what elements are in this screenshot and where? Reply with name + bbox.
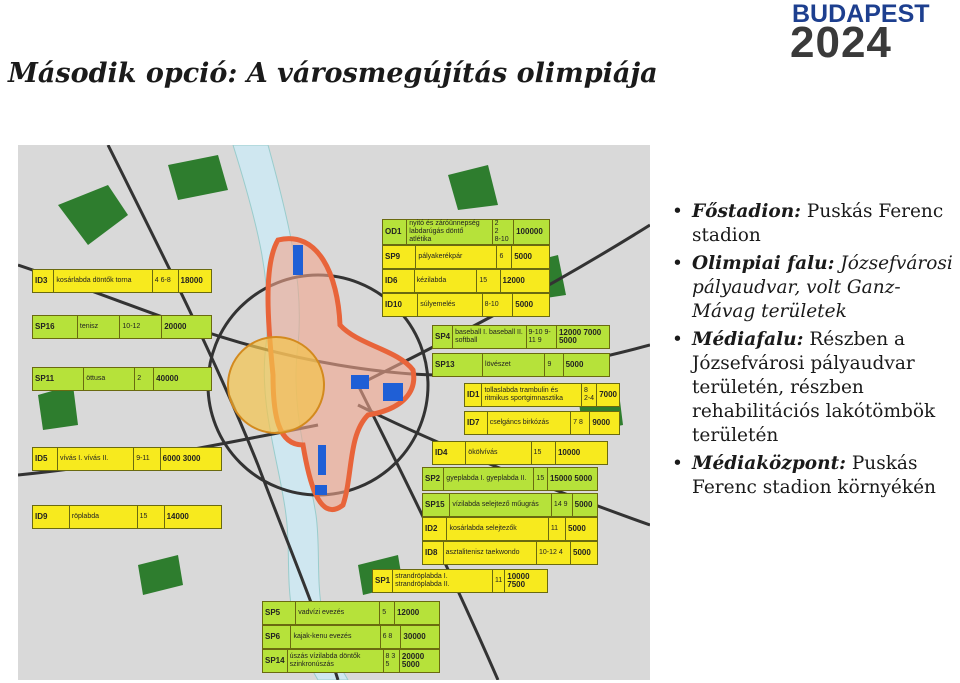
capacity: 12000 7000 5000 — [556, 326, 609, 349]
event-name: cselgáncs birkózás — [487, 412, 570, 435]
bullet-dot-icon: • — [672, 329, 683, 350]
capacity: 18000 — [178, 270, 211, 293]
event-name: nyitó és záróünnepség — [409, 220, 480, 227]
venue-table-id2 — [422, 517, 598, 541]
capacity: 100000 — [514, 220, 550, 245]
venue-table-id8 — [422, 541, 598, 565]
capacity: 40000 — [154, 368, 212, 391]
event-days: 5 — [380, 602, 395, 625]
bullet-text: Puskás Ferenc stadion — [692, 201, 944, 246]
event-days: 15 — [477, 270, 500, 293]
olympic-venue-map — [18, 145, 650, 680]
bullet-dot-icon: • — [672, 253, 683, 274]
capacity: 20000 — [162, 316, 212, 339]
event-days: 14 9 — [551, 494, 572, 517]
venue-table-id9 — [32, 505, 222, 529]
venue-table-sp4 — [432, 325, 610, 349]
capacity: 6000 3000 — [160, 448, 221, 471]
bullet-text: Puskás Ferenc stadion környékén — [692, 453, 936, 498]
venue-code: SP11 — [33, 368, 84, 391]
event-days: 7 8 — [571, 412, 590, 435]
event-days: 11 — [492, 570, 504, 593]
venue-code: ID9 — [33, 506, 70, 529]
event-days: 8-10 — [482, 294, 513, 317]
bullet-dot-icon: • — [672, 201, 683, 222]
event-name: baseball I. baseball II. softball — [453, 326, 526, 349]
event-name: asztalitenisz taekwondo — [443, 542, 536, 565]
venue-table-id4 — [432, 441, 608, 465]
bullet-label: Olimpiai falu: — [692, 253, 835, 274]
venue-table-sp1 — [372, 569, 548, 593]
event-days: 15 — [531, 442, 555, 465]
venue-code: SP14 — [263, 650, 288, 673]
bullet-label: Főstadion: — [692, 201, 802, 222]
venue-table-sp2 — [422, 467, 598, 491]
bullet-item-mediakozpont — [668, 452, 958, 500]
venue-table-sp13 — [432, 353, 610, 377]
venue-table-id5 — [32, 447, 222, 471]
venue-table-id7 — [464, 411, 620, 435]
capacity: 5000 — [566, 518, 598, 541]
venue-table-sp14 — [262, 649, 440, 673]
event-days: 8 2-4 — [581, 384, 596, 407]
venue-code: ID7 — [465, 412, 488, 435]
capacity: 7000 — [597, 384, 620, 407]
event-name: úszás vízilabda döntők szinkronúszás — [287, 650, 383, 673]
event-name: kézilabda — [414, 270, 477, 293]
event-name: ökölvívás — [466, 442, 531, 465]
venue-table-sp6 — [262, 625, 440, 649]
capacity: 5000 — [572, 494, 597, 517]
capacity: 12000 — [500, 270, 549, 293]
city-center-circle — [228, 337, 324, 433]
venue-code: SP1 — [373, 570, 393, 593]
event-name: labdarúgás döntő — [409, 228, 464, 235]
venue-table-id6 — [382, 269, 550, 293]
event-days: 8-10 — [494, 236, 509, 243]
venue-code: ID2 — [423, 518, 447, 541]
bullet-label: Médiaközpont: — [692, 453, 846, 474]
venue-table-id3 — [32, 269, 212, 293]
venue-code: SP4 — [433, 326, 453, 349]
capacity: 30000 — [401, 626, 440, 649]
logo-word-budapest: BUDAPEST — [792, 0, 930, 28]
event-name: kajak-kenu evezés — [291, 626, 380, 649]
event-name: vízilabda selejtező műugrás — [450, 494, 552, 517]
venue-table-sp15 — [422, 493, 598, 517]
bullet-item-mediafalu — [668, 328, 958, 448]
capacity: 5000 — [512, 246, 550, 269]
venue-table-id10 — [382, 293, 550, 317]
capacity: 12000 — [394, 602, 439, 625]
venue-code: OD1 — [383, 220, 407, 245]
event-name: kosárlabda döntők torna — [54, 270, 152, 293]
event-days: 9-10 9-11 9 — [526, 326, 556, 349]
venue-code: ID10 — [383, 294, 418, 317]
event-days: 11 — [548, 518, 565, 541]
venue-code: ID3 — [33, 270, 54, 293]
venue-code: ID1 — [465, 384, 482, 407]
venue-table-id1 — [464, 383, 620, 407]
capacity: 5000 — [571, 542, 598, 565]
capacity: 5000 — [563, 354, 609, 377]
venue-code: ID8 — [423, 542, 444, 565]
capacity: 10000 — [555, 442, 607, 465]
venue-code: ID4 — [433, 442, 466, 465]
venue-code: SP6 — [263, 626, 291, 649]
event-name: lövészet — [483, 354, 545, 377]
event-name: atlétika — [409, 236, 432, 243]
venue-code: SP16 — [33, 316, 78, 339]
capacity: 9000 — [590, 412, 620, 435]
logo-word-2024: 2024 — [790, 18, 892, 67]
event-name: strandröplabda I. strandröplabda II. — [393, 570, 493, 593]
event-name: röplabda — [69, 506, 137, 529]
event-days: 6 — [497, 246, 512, 269]
venue-table-sp11 — [32, 367, 212, 391]
event-days: 4 6-8 — [152, 270, 178, 293]
event-days: 9 — [545, 354, 563, 377]
bullet-label: Médiafalu: — [692, 329, 804, 350]
venue-table-od1 — [382, 219, 550, 245]
capacity: 20000 5000 — [399, 650, 439, 673]
event-name: vadvízi evezés — [296, 602, 380, 625]
capacity: 5000 — [513, 294, 550, 317]
event-days: 2 — [135, 368, 154, 391]
page-title: Második opció: A városmegújítás olimpiája — [8, 58, 658, 89]
event-days: 10-12 — [120, 316, 162, 339]
venue-code: ID6 — [383, 270, 415, 293]
venue-table-sp16 — [32, 315, 212, 339]
budapest-2024-logo — [790, 0, 955, 68]
bullet-item-olimpiai-falu — [668, 252, 958, 324]
bullet-list — [668, 200, 958, 504]
venue-code: SP9 — [383, 246, 416, 269]
event-name: kosárlabda selejtezők — [447, 518, 548, 541]
event-days: 9-11 — [134, 448, 160, 471]
venue-table-sp5 — [262, 601, 440, 625]
event-days: 2 — [494, 220, 499, 227]
event-days: 10-12 4 — [537, 542, 571, 565]
event-name: tollaslabda trambulin és ritmikus sportgimnasztika — [482, 384, 582, 407]
capacity: 14000 — [164, 506, 221, 529]
event-name: tenisz — [77, 316, 120, 339]
venue-code: ID5 — [33, 448, 58, 471]
event-name: gyeplabda I. gyeplabda II. — [444, 468, 534, 491]
bullet-text: Józsefvárosi pályaudvar, volt Ganz-Mávag területek — [692, 253, 953, 322]
event-name: vívás I. vívás II. — [57, 448, 133, 471]
event-name: pályakerékpár — [416, 246, 497, 269]
capacity: 15000 5000 — [547, 468, 597, 491]
event-days: 15 — [534, 468, 548, 491]
bullet-item-fostadion — [668, 200, 958, 248]
event-name: súlyemelés — [418, 294, 482, 317]
event-days: 8 3 5 — [383, 650, 399, 673]
venue-code: SP5 — [263, 602, 296, 625]
bullet-text: Részben a Józsefvárosi pályaudvar területén, részben rehabilitációs lakótömbök területén — [692, 329, 936, 446]
venue-code: SP2 — [423, 468, 444, 491]
venue-table-sp9 — [382, 245, 550, 269]
event-days: 6 8 — [380, 626, 401, 649]
bullet-dot-icon: • — [672, 453, 683, 474]
event-days: 2 — [494, 228, 499, 235]
venue-code: SP15 — [423, 494, 450, 517]
event-name: öttusa — [84, 368, 135, 391]
capacity: 10000 7500 — [505, 570, 548, 593]
venue-code: SP13 — [433, 354, 483, 377]
event-days: 15 — [137, 506, 164, 529]
